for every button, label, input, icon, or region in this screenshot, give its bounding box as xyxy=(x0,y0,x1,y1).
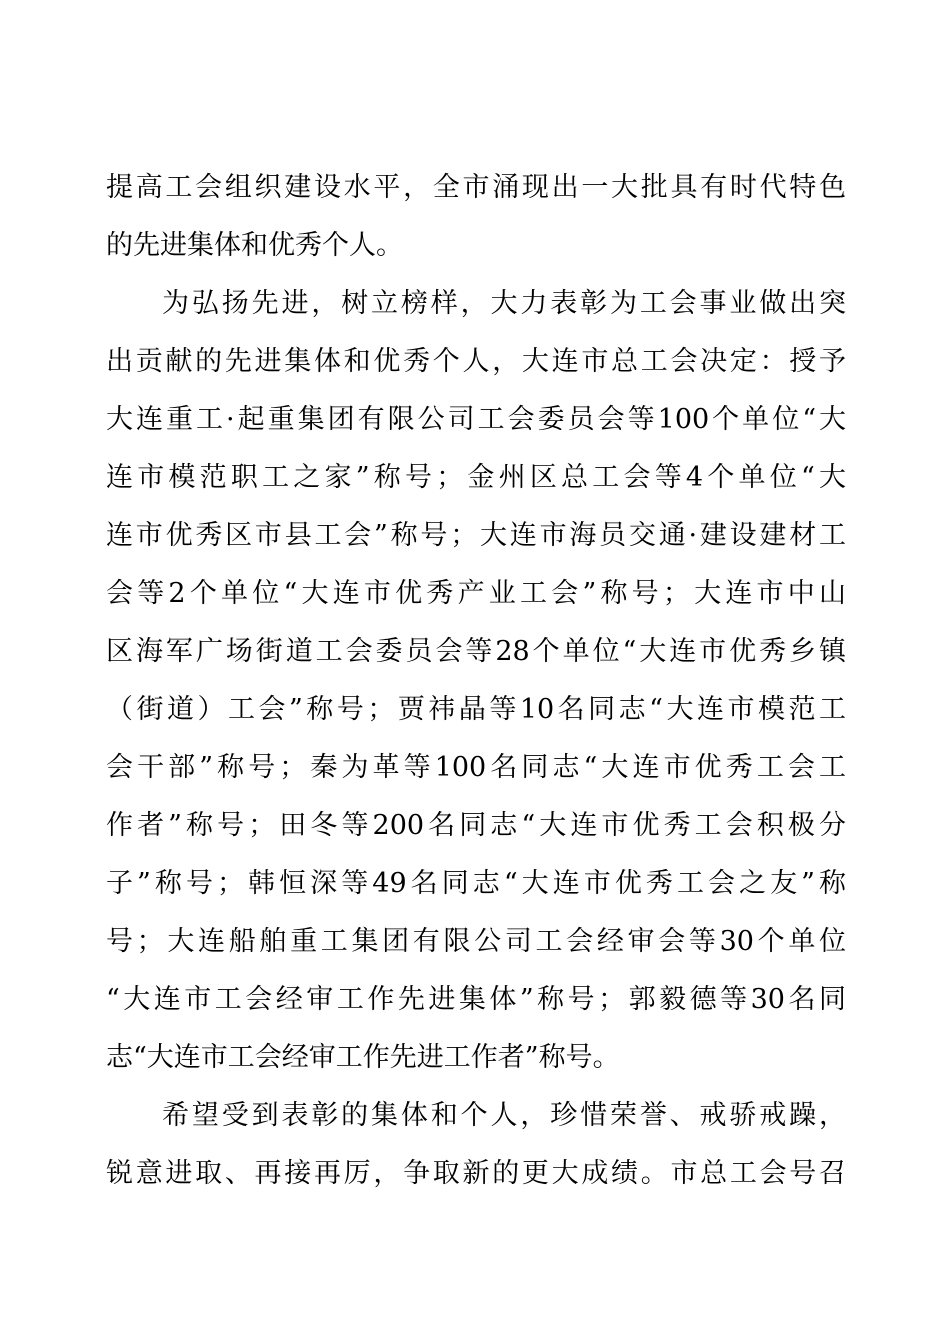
text-line-4: 出贡献的先进集体和优秀个人，大连市总工会决定：授予 xyxy=(106,346,846,377)
text-line-5: 大连重工·起重集团有限公司工会委员会等100个单位“大 xyxy=(106,404,846,435)
text-line-8: 会等2个单位“大连市优秀产业工会”称号；大连市中山 xyxy=(106,578,846,609)
text-line-13: 子”称号；韩恒深等49名同志“大连市优秀工会之友”称 xyxy=(106,868,846,899)
text-line-14: 号；大连船舶重工集团有限公司工会经审会等30个单位 xyxy=(106,926,846,957)
text-line-3: 为弘扬先进，树立榜样，大力表彰为工会事业做出突 xyxy=(162,288,846,319)
text-line-17: 希望受到表彰的集体和个人，珍惜荣誉、戒骄戒躁， xyxy=(162,1100,846,1131)
text-line-2: 的先进集体和优秀个人。 xyxy=(106,230,403,261)
text-line-7: 连市优秀区市县工会”称号；大连市海员交通·建设建材工 xyxy=(106,520,846,551)
text-line-6: 连市模范职工之家”称号；金州区总工会等4个单位“大 xyxy=(106,462,846,493)
text-line-12: 作者”称号；田冬等200名同志“大连市优秀工会积极分 xyxy=(106,810,846,841)
text-line-9: 区海军广场街道工会委员会等28个单位“大连市优秀乡镇 xyxy=(106,636,846,667)
text-line-15: “大连市工会经审工作先进集体”称号；郭毅德等30名同 xyxy=(106,984,846,1015)
text-line-16: 志“大连市工会经审工作先进工作者”称号。 xyxy=(106,1042,620,1073)
text-line-1: 提高工会组织建设水平，全市涌现出一大批具有时代特色 xyxy=(106,172,846,203)
text-line-11: 会干部”称号；秦为革等100名同志“大连市优秀工会工 xyxy=(106,752,846,783)
text-line-18: 锐意进取、再接再厉，争取新的更大成绩。市总工会号召 xyxy=(106,1158,846,1189)
text-line-10: （街道）工会”称号；贾祎晶等10名同志“大连市模范工 xyxy=(106,694,846,725)
